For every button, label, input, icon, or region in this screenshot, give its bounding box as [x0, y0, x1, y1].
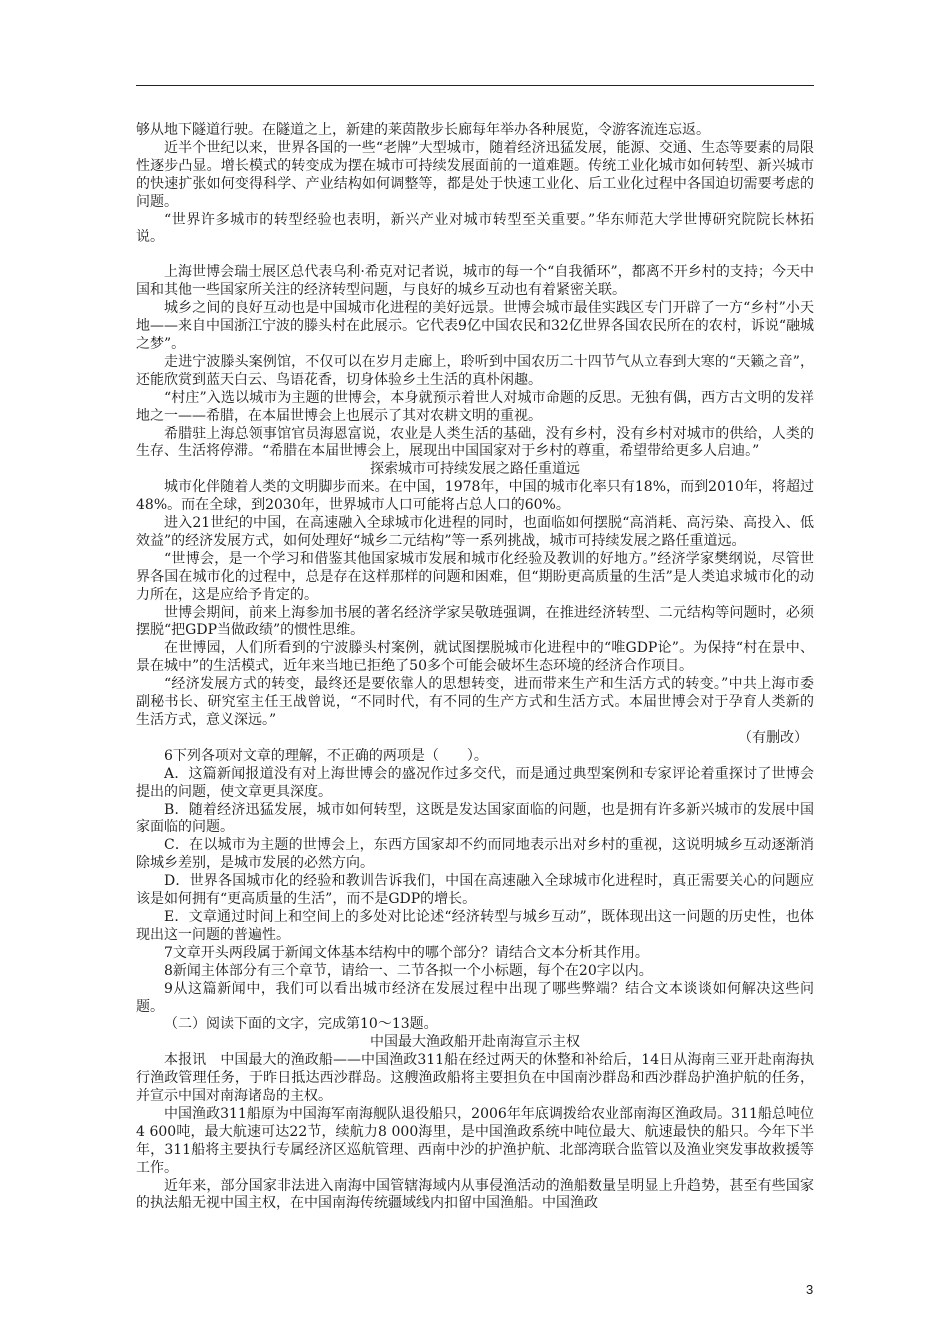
paragraph: “村庄”入选以城市为主题的世博会，本身就预示着世人对城市命题的反思。无独有偶，西方古文明的发祥地之一——希腊，在本届世博会上也展示了其对农耕文明的重视。 [136, 389, 814, 424]
question-8: 8新闻主体部分有三个章节，请给一、二节各拟一个小标题，每个在20字以内。 [164, 962, 653, 979]
option-c: C．在以城市为主题的世博会上，东西方国家却不约而同地表示出对乡村的重视，这说明城乡互动逐渐消除城乡差别，是城市发展的必然方向。 [136, 837, 814, 872]
section-heading: 探索城市可持续发展之路任重道远 [370, 461, 580, 478]
document-body [136, 122, 814, 1213]
paragraph: “世界许多城市的转型经验也表明，新兴产业对城市转型至关重要。”华东师范大学世博研究院院长林拓说。 [136, 211, 814, 246]
paragraph: 中国渔政311船原为中国海军南海舰队退役船只，2006年年底调拨给农业部南海区渔政局。311船总吨位4 600吨，最大航速可达22节，续航力8 000海里，是中国渔政系统中吨位最大、航速最快的船只。今年下半年，311船将主要执行专属经济区巡航管理、西南中沙的护渔护航、北部湾联合监管以及渔业突发事故救援等工作。 [136, 1105, 814, 1176]
question-6: 6下列各项对文章的理解，不正确的两项是（ ）。 [164, 747, 488, 764]
paragraph: 在世博园，人们所看到的宁波滕头村案例，就试图摆脱城市化进程中的“唯GDP论”。为保持“村在景中、景在城中”的生活模式，近年来当地已拒绝了50多个可能会破坏生态环境的经济合作项目。 [136, 640, 814, 675]
paragraph: 希腊驻上海总领事馆官员海恩富说，农业是人类生活的基础，没有乡村，没有乡村对城市的供给，人类的生存、生活将停滞。“希腊在本届世博会上，展现出中国国家对于乡村的尊重，希望带给更多人启迪。” [136, 425, 814, 460]
paragraph: “世博会，是一个学习和借鉴其他国家城市发展和城市化经验及教训的好地方。”经济学家樊纲说，尽管世界各国在城市化的过程中，总是存在这样那样的问题和困难，但“期盼更高质量的生活”是人类追求城市化的动力所在，这是应给予肯定的。 [136, 550, 814, 603]
paragraph: 世博会期间，前来上海参加书展的著名经济学家吴敬琏强调，在推进经济转型、二元结构等问题时，必须摆脱“把GDP当做政绩”的惯性思维。 [136, 604, 814, 639]
edit-note: （有删改） [738, 729, 808, 746]
page-number: 3 [806, 1282, 814, 1297]
paragraph: 近年来，部分国家非法进入南海中国管辖海域内从事侵渔活动的渔船数量呈明显上升趋势，甚至有些国家的执法船无视中国主权，在中国南海传统疆域线内扣留中国渔船。中国渔政 [136, 1177, 814, 1212]
option-a: A．这篇新闻报道没有对上海世博会的盛况作过多交代，而是通过典型案例和专家评论着重探讨了世博会提出的问题，使文章更具深度。 [136, 765, 814, 800]
option-e: E．文章通过时间上和空间上的多处对比论述“经济转型与城乡互动”，既体现出这一问题的历史性，也体现出这一问题的普遍性。 [136, 908, 814, 943]
paragraph: 上海世博会瑞士展区总代表乌利·希克对记者说，城市的每一个“自我循环”，都离不开乡村的支持；今天中国和其他一些国家所关注的经济转型问题，与良好的城乡互动也有着紧密关联。 [136, 264, 814, 299]
paragraph: 近半个世纪以来，世界各国的一些“老牌”大型城市，随着经济迅猛发展，能源、交通、生态等要素的局限性逐步凸显。增长模式的转变成为摆在城市可持续发展面前的一道难题。传统工业化城市如何转型、新兴城市的快速扩张如何变得科学、产业结构如何调整等，都是处于快速工业化、后工业化过程中各国迫切需要考虑的问题。 [136, 139, 814, 210]
article-title: 中国最大渔政船开赴南海宣示主权 [370, 1034, 580, 1051]
option-d: D．世界各国城市化的经验和教训告诉我们，中国在高速融入全球城市化进程时，真正需要关心的问题应该是如何拥有“更高质量的生活”，而不是GDP的增长。 [136, 873, 814, 908]
paragraph: “经济发展方式的转变，最终还是要依靠人的思想转变，进而带来生产和生活方式的转变。”中共上海市委副秘书长、研究室主任王战曾说，“不同时代，有不同的生产方式和生活方式。本届世博会对于孕育人类新的生活方式，意义深远。” [136, 676, 814, 728]
paragraph: 够从地下隧道行驶。在隧道之上，新建的莱茵散步长廊每年举办各种展览，令游客流连忘返。 [136, 122, 710, 138]
question-7: 7文章开头两段属于新闻文体基本结构中的哪个部分？请结合文本分析其作用。 [164, 944, 649, 961]
paragraph: 城乡之间的良好互动也是中国城市化进程的美好远景。世博会城市最佳实践区专门开辟了一方“乡村”小天地——来自中国浙江宁波的滕头村在此展示。它代表9亿中国农民和32亿世界各国农民所在的农村，诉说“融城之梦”。 [136, 300, 814, 352]
paragraph: 本报讯 中国最大的渔政船——中国渔政311船在经过两天的休整和补给后，14日从海南三亚开赴南海执行渔政管理任务，于昨日抵达西沙群岛。这艘渔政船将主要担负在中国南沙群岛和西沙群岛护渔护航的任务，并宣示中国对南海诸岛的主权。 [136, 1052, 814, 1105]
section-instruction: （二）阅读下面的文字，完成第10～13题。 [164, 1016, 438, 1033]
section-gap [136, 247, 814, 264]
option-b: B．随着经济迅猛发展，城市如何转型，这既是发达国家面临的问题，也是拥有许多新兴城市的发展中国家面临的问题。 [136, 801, 814, 836]
paragraph: 走进宁波滕头案例馆，不仅可以在岁月走廊上，聆听到中国农历二十四节气从立春到大寒的“天籁之音”，还能欣赏到蓝天白云、鸟语花香，切身体验乡土生活的真朴闲趣。 [136, 353, 814, 388]
question-9: 9从这篇新闻中，我们可以看出城市经济在发展过程中出现了哪些弊端？结合文本谈谈如何解决这些问题。 [136, 980, 814, 1015]
paragraph: 城市化伴随着人类的文明脚步而来。在中国，1978年，中国的城市化率只有18%，而到2010年，将超过48%。而在全球，到2030年，世界城市人口可能将占总人口的60%。 [136, 479, 814, 514]
paragraph: 进入21世纪的中国，在高速融入全球城市化进程的同时，也面临如何摆脱“高消耗、高污染、高投入、低效益”的经济发展方式，如何处理好“城乡二元结构”等一系列挑战，城市可持续发展之路任重道远。 [136, 515, 814, 549]
header-rule [136, 85, 814, 86]
